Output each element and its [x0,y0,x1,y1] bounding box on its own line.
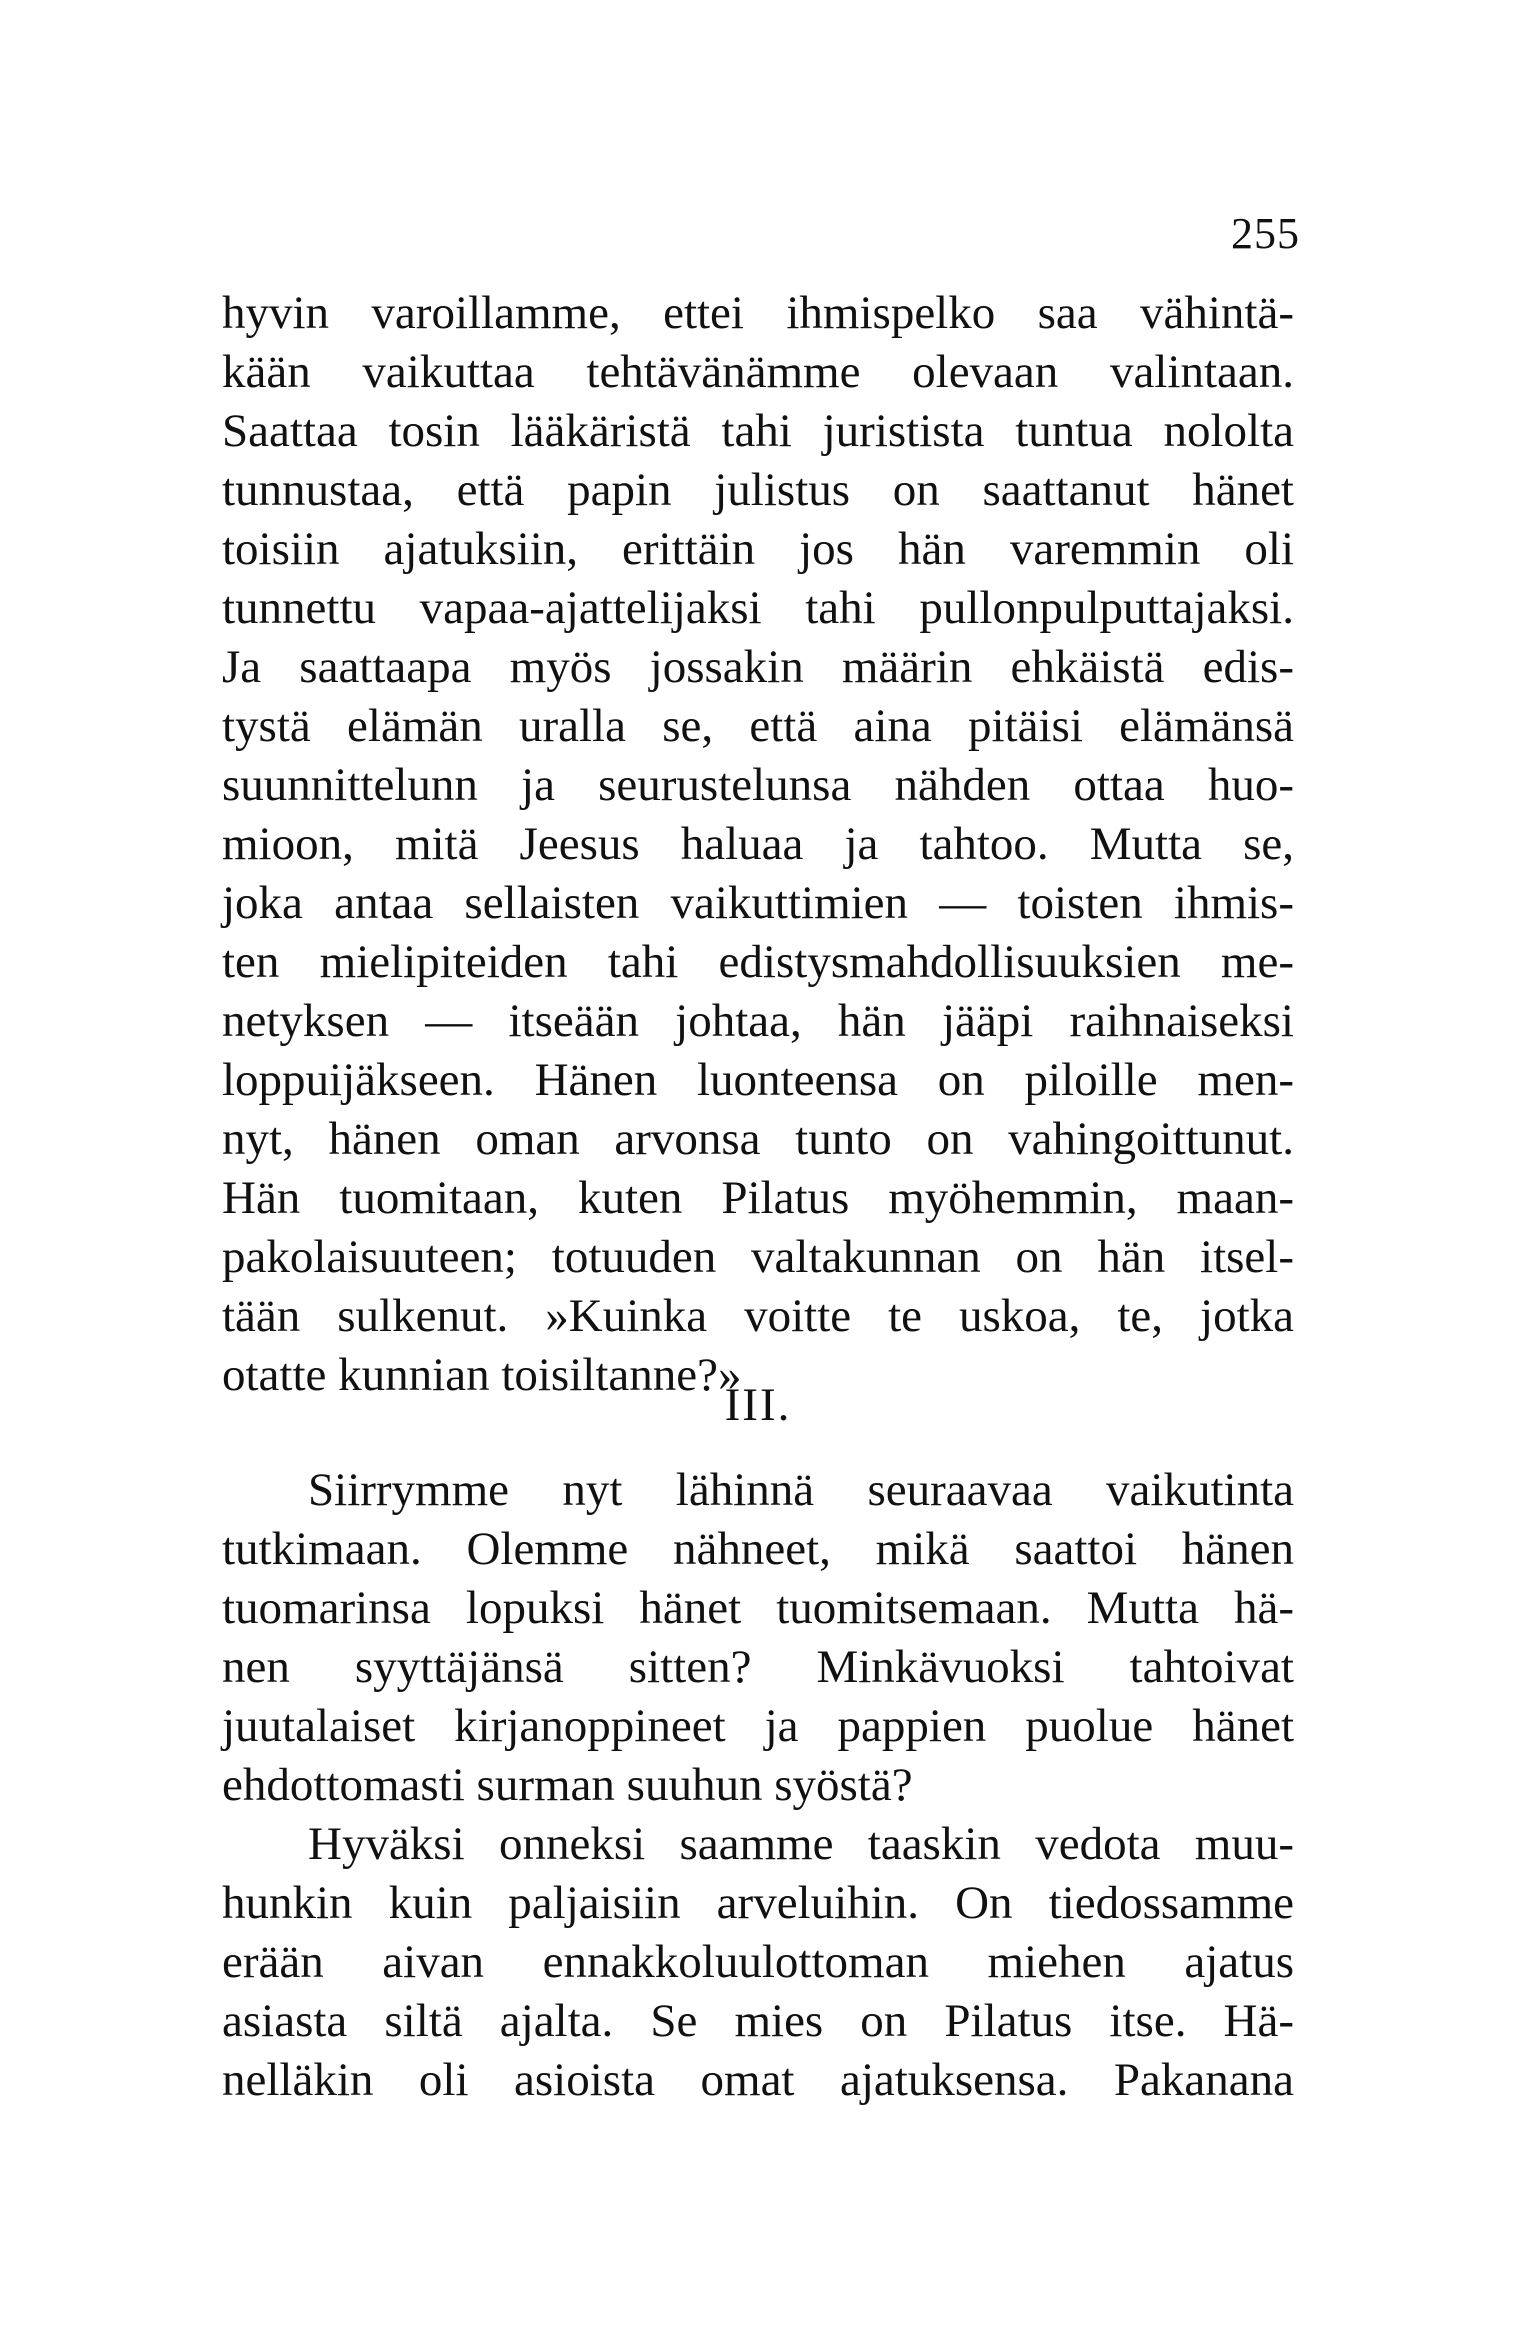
text-line: kään vaikuttaa tehtävänämme olevaan valintaan. [222,346,1294,398]
text-line: tystä elämän uralla se, että aina pitäisi elämänsä [222,700,1294,752]
text-line: tään sulkenut. »Kuinka voitte te uskoa, te, jotka [222,1290,1294,1342]
text-line: otatte kunnian toisiltanne?» [222,1349,742,1401]
text-line: ehdottomasti surman suuhun syöstä? [222,1759,913,1811]
text-line: loppuijäkseen. Hänen luonteensa on piloille men- [222,1054,1294,1106]
text-line: joka antaa sellaisten vaikuttimien — toisten ihmis- [222,877,1294,929]
text-line: nen syyttäjänsä sitten? Minkävuoksi tahtoivat [222,1641,1294,1693]
text-line: tunnustaa, että papin julistus on saattanut hänet [222,464,1294,516]
text-line: Ja saattaapa myös jossakin määrin ehkäistä edis- [222,641,1294,693]
text-line: mioon, mitä Jeesus haluaa ja tahtoo. Mutta se, [222,818,1294,870]
text-line: nelläkin oli asioista omat ajatuksensa. Pakanana [222,2054,1294,2106]
text-line: tuomarinsa lopuksi hänet tuomitsemaan. Mutta hä- [222,1582,1294,1634]
section-heading: III. [724,1379,792,1431]
text-line: Saattaa tosin lääkäristä tahi juristista tuntua nololta [222,405,1294,457]
text-line: hyvin varoillamme, ettei ihmispelko saa vähintä- [222,287,1294,339]
text-line: hunkin kuin paljaisiin arveluihin. On tiedossamme [222,1877,1294,1929]
text-line: Hyväksi onneksi saamme taaskin vedota muu- [308,1818,1294,1870]
text-line: netyksen — itseään johtaa, hän jääpi raihnaiseksi [222,995,1294,1047]
text-line: asiasta siltä ajalta. Se mies on Pilatus itse. Hä- [222,1995,1294,2047]
text-line: pakolaisuuteen; totuuden valtakunnan on hän itsel- [222,1231,1294,1283]
page-number: 255 [1231,209,1300,258]
text-line: tunnettu vapaa-ajattelijaksi tahi pullonpulputtajaksi. [222,582,1294,634]
text-line: suunnittelunn ja seurustelunsa nähden ottaa huo- [222,759,1294,811]
text-line: Siirrymme nyt lähinnä seuraavaa vaikutinta [308,1464,1294,1516]
text-line: tutkimaan. Olemme nähneet, mikä saattoi hänen [222,1523,1294,1575]
text-line: nyt, hänen oman arvonsa tunto on vahingoittunut. [222,1113,1294,1165]
text-line: ten mielipiteiden tahi edistysmahdollisuuksien me- [222,936,1294,988]
text-line: Hän tuomitaan, kuten Pilatus myöhemmin, maan- [222,1172,1294,1224]
text-line: toisiin ajatuksiin, erittäin jos hän varemmin oli [222,523,1294,575]
text-line: erään aivan ennakkoluulottoman miehen ajatus [222,1936,1294,1988]
text-line: juutalaiset kirjanoppineet ja pappien puolue hänet [222,1700,1294,1752]
